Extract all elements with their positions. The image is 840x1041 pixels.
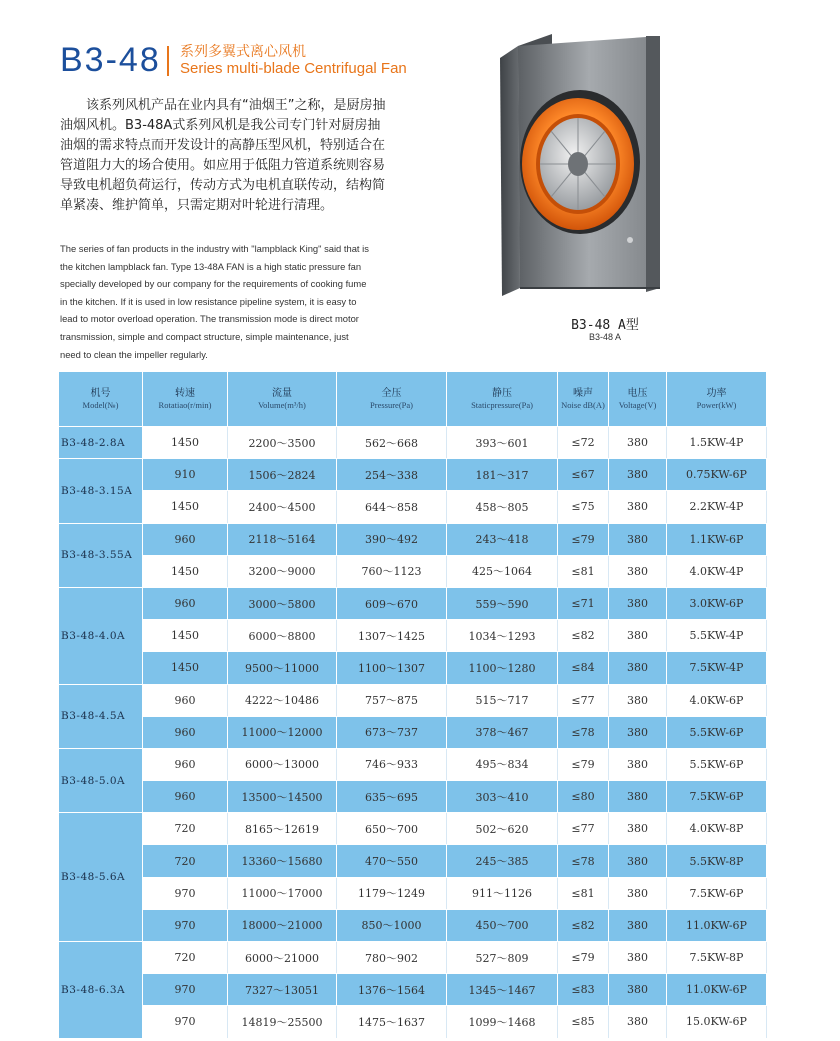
pressure-cell: 650～700 xyxy=(337,813,447,845)
voltage-cell: 380 xyxy=(609,942,667,974)
pressure-cell: 1179～1249 xyxy=(337,877,447,909)
voltage-cell: 380 xyxy=(609,748,667,780)
pressure-cell: 760～1123 xyxy=(337,555,447,587)
speed-cell: 960 xyxy=(143,781,228,813)
table-row xyxy=(59,491,767,523)
voltage-cell: 380 xyxy=(609,781,667,813)
header-model: 机号 Model(№) xyxy=(59,372,143,427)
static-pressure-cell: 458～805 xyxy=(447,491,558,523)
voltage-cell: 380 xyxy=(609,523,667,555)
voltage-cell: 380 xyxy=(609,459,667,491)
power-cell: 5.5KW-4P xyxy=(667,620,767,652)
noise-cell: ≤67 xyxy=(558,459,609,491)
static-pressure-cell: 243～418 xyxy=(447,523,558,555)
volume-cell: 3000～5800 xyxy=(228,587,337,619)
volume-cell: 11000～12000 xyxy=(228,716,337,748)
table-row xyxy=(59,523,767,555)
pressure-cell: 850～1000 xyxy=(337,909,447,941)
volume-cell: 11000～17000 xyxy=(228,877,337,909)
table-row xyxy=(59,845,767,877)
volume-cell: 2200～3500 xyxy=(228,427,337,459)
voltage-cell: 380 xyxy=(609,845,667,877)
table-row xyxy=(59,781,767,813)
pressure-cell: 673～737 xyxy=(337,716,447,748)
speed-cell: 970 xyxy=(143,877,228,909)
spec-table xyxy=(58,371,767,1039)
volume-cell: 6000～21000 xyxy=(228,942,337,974)
table-row xyxy=(59,620,767,652)
product-caption-sub: B3-48 A xyxy=(588,332,622,342)
volume-cell: 18000～21000 xyxy=(228,909,337,941)
table-row xyxy=(59,652,767,684)
table-row xyxy=(59,942,767,974)
power-cell: 7.5KW-6P xyxy=(667,781,767,813)
pressure-cell: 470～550 xyxy=(337,845,447,877)
noise-cell: ≤81 xyxy=(558,877,609,909)
voltage-cell: 380 xyxy=(609,684,667,716)
voltage-cell: 380 xyxy=(609,555,667,587)
noise-cell: ≤81 xyxy=(558,555,609,587)
header-voltage: 电压 Voltage(V) xyxy=(609,372,667,427)
power-cell: 5.5KW-8P xyxy=(667,845,767,877)
model-cell: B3-48-5.6A xyxy=(59,813,143,942)
pressure-cell: 635～695 xyxy=(337,781,447,813)
power-cell: 3.0KW-6P xyxy=(667,587,767,619)
model-cell: B3-48-3.15A xyxy=(59,459,143,523)
power-cell: 7.5KW-8P xyxy=(667,942,767,974)
volume-cell: 9500～11000 xyxy=(228,652,337,684)
centrifugal-fan-image xyxy=(500,34,660,304)
header-volume: 流量 Volume(m³/h) xyxy=(228,372,337,427)
model-cell: B3-48-3.55A xyxy=(59,523,143,587)
noise-cell: ≤78 xyxy=(558,845,609,877)
title-divider xyxy=(167,46,169,76)
header-static-pressure: 静压 Staticpressure(Pa) xyxy=(447,372,558,427)
table-row xyxy=(59,1006,767,1038)
header-noise: 噪声 Noise dB(A) xyxy=(558,372,609,427)
pressure-cell: 1475～1637 xyxy=(337,1006,447,1038)
noise-cell: ≤77 xyxy=(558,684,609,716)
speed-cell: 910 xyxy=(143,459,228,491)
description-english: The series of fan products in the industry with "lampblack King" said that is the kitchen lampblack fan. Type 13-48A FAN is a high static pressure fan specially developed by our company for the requirements of cooking fume in the kitchen. If it is used in low resistance pipeline system, it is easy to lead to motor overload operation. The transmission mode is direct motor transmission, simple and compact structure, simple maintenance, just need to clean the impeller regularly. xyxy=(60,243,369,360)
pressure-cell: 390～492 xyxy=(337,523,447,555)
speed-cell: 960 xyxy=(143,523,228,555)
pressure-cell: 562～668 xyxy=(337,427,447,459)
pressure-cell: 609～670 xyxy=(337,587,447,619)
table-row xyxy=(59,555,767,587)
header-power: 功率 Power(kW) xyxy=(667,372,767,427)
voltage-cell: 380 xyxy=(609,813,667,845)
volume-cell: 7327～13051 xyxy=(228,974,337,1006)
volume-cell: 14819～25500 xyxy=(228,1006,337,1038)
table-body xyxy=(59,427,767,1039)
speed-cell: 960 xyxy=(143,587,228,619)
static-pressure-cell: 393～601 xyxy=(447,427,558,459)
noise-cell: ≤83 xyxy=(558,974,609,1006)
speed-cell: 720 xyxy=(143,845,228,877)
static-pressure-cell: 450～700 xyxy=(447,909,558,941)
table-row xyxy=(59,716,767,748)
static-pressure-cell: 515～717 xyxy=(447,684,558,716)
static-pressure-cell: 181～317 xyxy=(447,459,558,491)
power-cell: 4.0KW-4P xyxy=(667,555,767,587)
model-title: B3-48 xyxy=(60,41,161,79)
noise-cell: ≤79 xyxy=(558,748,609,780)
power-cell: 2.2KW-4P xyxy=(667,491,767,523)
noise-cell: ≤79 xyxy=(558,942,609,974)
volume-cell: 2400～4500 xyxy=(228,491,337,523)
volume-cell: 6000～13000 xyxy=(228,748,337,780)
description-chinese: 该系列风机产品在业内具有“油烟王”之称，是厨房抽油烟风机。B3-48A式系列风机是我公司专门针对厨房抽油烟的需求特点而开发设计的高静压型风机，特别适合在管道阻力大的场合使用。如应用于低阻力管道系统则容易导致电机超负荷运行，传动方式为电机直联传动，结构简单紧凑、维护简单，只需定期对叶轮进行清理。 xyxy=(60,98,386,213)
pressure-cell: 1376～1564 xyxy=(337,974,447,1006)
noise-cell: ≤84 xyxy=(558,652,609,684)
voltage-cell: 380 xyxy=(609,491,667,523)
noise-cell: ≤77 xyxy=(558,813,609,845)
static-pressure-cell: 527～809 xyxy=(447,942,558,974)
static-pressure-cell: 911～1126 xyxy=(447,877,558,909)
speed-cell: 970 xyxy=(143,1006,228,1038)
model-cell: B3-48-4.5A xyxy=(59,684,143,748)
power-cell: 0.75KW-6P xyxy=(667,459,767,491)
table-row xyxy=(59,587,767,619)
power-cell: 15.0KW-6P xyxy=(667,1006,767,1038)
speed-cell: 1450 xyxy=(143,491,228,523)
static-pressure-cell: 378～467 xyxy=(447,716,558,748)
model-cell: B3-48-4.0A xyxy=(59,587,143,684)
static-pressure-cell: 303～410 xyxy=(447,781,558,813)
power-cell: 5.5KW-6P xyxy=(667,748,767,780)
speed-cell: 970 xyxy=(143,909,228,941)
header-speed: 转速 Rotatiao(r/min) xyxy=(143,372,228,427)
pressure-cell: 254～338 xyxy=(337,459,447,491)
pressure-cell: 1100～1307 xyxy=(337,652,447,684)
voltage-cell: 380 xyxy=(609,877,667,909)
volume-cell: 13360～15680 xyxy=(228,845,337,877)
voltage-cell: 380 xyxy=(609,587,667,619)
volume-cell: 6000～8800 xyxy=(228,620,337,652)
static-pressure-cell: 425～1064 xyxy=(447,555,558,587)
table-row xyxy=(59,909,767,941)
speed-cell: 1450 xyxy=(143,555,228,587)
static-pressure-cell: 559～590 xyxy=(447,587,558,619)
volume-cell: 3200～9000 xyxy=(228,555,337,587)
volume-cell: 4222～10486 xyxy=(228,684,337,716)
noise-cell: ≤78 xyxy=(558,716,609,748)
static-pressure-cell: 1345～1467 xyxy=(447,974,558,1006)
table-header-row xyxy=(59,372,767,427)
table-row xyxy=(59,459,767,491)
pressure-cell: 780～902 xyxy=(337,942,447,974)
product-caption: B3-48 A型 xyxy=(571,318,639,333)
speed-cell: 960 xyxy=(143,684,228,716)
noise-cell: ≤75 xyxy=(558,491,609,523)
voltage-cell: 380 xyxy=(609,620,667,652)
noise-cell: ≤82 xyxy=(558,620,609,652)
power-cell: 5.5KW-6P xyxy=(667,716,767,748)
speed-cell: 720 xyxy=(143,813,228,845)
pressure-cell: 757～875 xyxy=(337,684,447,716)
pressure-cell: 746～933 xyxy=(337,748,447,780)
static-pressure-cell: 495～834 xyxy=(447,748,558,780)
voltage-cell: 380 xyxy=(609,1006,667,1038)
speed-cell: 970 xyxy=(143,974,228,1006)
noise-cell: ≤82 xyxy=(558,909,609,941)
volume-cell: 2118～5164 xyxy=(228,523,337,555)
table-row xyxy=(59,684,767,716)
volume-cell: 13500～14500 xyxy=(228,781,337,813)
noise-cell: ≤79 xyxy=(558,523,609,555)
static-pressure-cell: 245～385 xyxy=(447,845,558,877)
static-pressure-cell: 502～620 xyxy=(447,813,558,845)
table-row xyxy=(59,813,767,845)
static-pressure-cell: 1034～1293 xyxy=(447,620,558,652)
speed-cell: 960 xyxy=(143,716,228,748)
speed-cell: 1450 xyxy=(143,620,228,652)
static-pressure-cell: 1099～1468 xyxy=(447,1006,558,1038)
noise-cell: ≤85 xyxy=(558,1006,609,1038)
pressure-cell: 1307～1425 xyxy=(337,620,447,652)
volume-cell: 8165～12619 xyxy=(228,813,337,845)
voltage-cell: 380 xyxy=(609,909,667,941)
power-cell: 11.0KW-6P xyxy=(667,909,767,941)
voltage-cell: 380 xyxy=(609,716,667,748)
table-row xyxy=(59,974,767,1006)
table-row xyxy=(59,427,767,459)
power-cell: 4.0KW-6P xyxy=(667,684,767,716)
voltage-cell: 380 xyxy=(609,652,667,684)
title-chinese: 系列多翼式离心风机 xyxy=(180,44,306,60)
voltage-cell: 380 xyxy=(609,427,667,459)
voltage-cell: 380 xyxy=(609,974,667,1006)
speed-cell: 720 xyxy=(143,942,228,974)
power-cell: 1.5KW-4P xyxy=(667,427,767,459)
volume-cell: 1506～2824 xyxy=(228,459,337,491)
title-english: Series multi-blade Centrifugal Fan xyxy=(180,60,407,77)
power-cell: 1.1KW-6P xyxy=(667,523,767,555)
speed-cell: 1450 xyxy=(143,427,228,459)
speed-cell: 960 xyxy=(143,748,228,780)
static-pressure-cell: 1100～1280 xyxy=(447,652,558,684)
power-cell: 4.0KW-8P xyxy=(667,813,767,845)
speed-cell: 1450 xyxy=(143,652,228,684)
power-cell: 7.5KW-6P xyxy=(667,877,767,909)
power-cell: 7.5KW-4P xyxy=(667,652,767,684)
table-row xyxy=(59,877,767,909)
pressure-cell: 644～858 xyxy=(337,491,447,523)
model-cell: B3-48-5.0A xyxy=(59,748,143,812)
noise-cell: ≤72 xyxy=(558,427,609,459)
noise-cell: ≤71 xyxy=(558,587,609,619)
model-cell: B3-48-6.3A xyxy=(59,942,143,1039)
noise-cell: ≤80 xyxy=(558,781,609,813)
power-cell: 11.0KW-6P xyxy=(667,974,767,1006)
header-pressure: 全压 Pressure(Pa) xyxy=(337,372,447,427)
table-row xyxy=(59,748,767,780)
model-cell: B3-48-2.8A xyxy=(59,427,143,459)
